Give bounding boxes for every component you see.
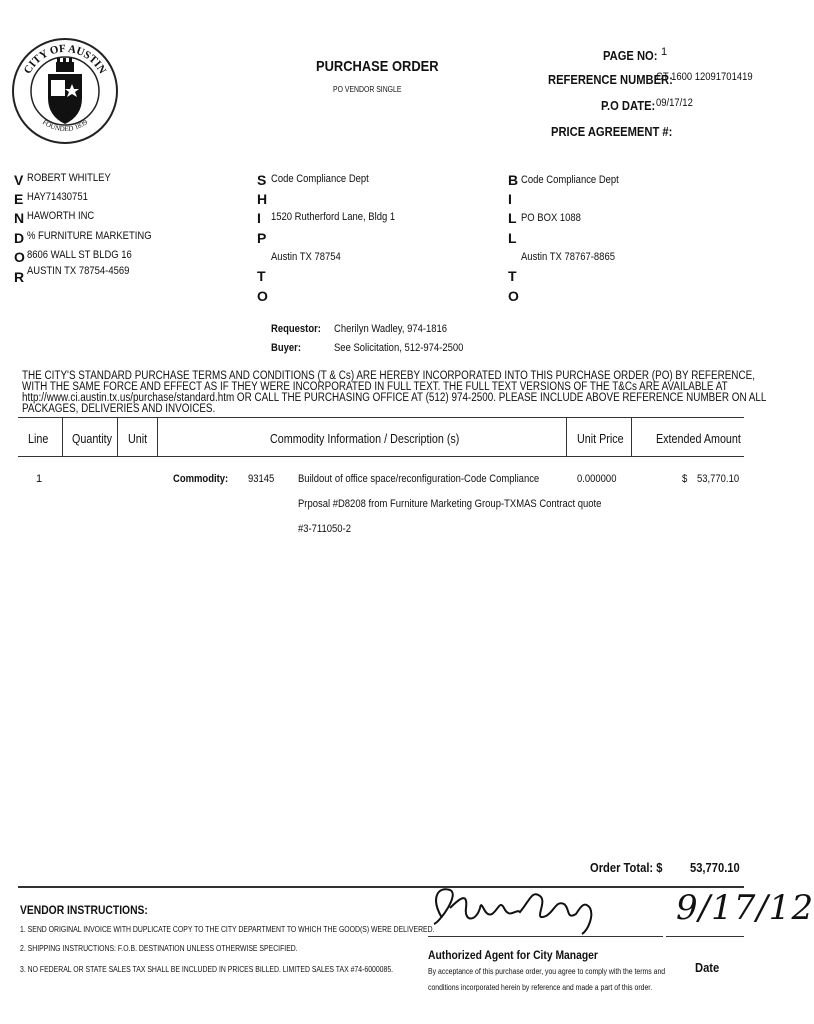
row-line-number: 1	[36, 473, 43, 485]
vendor-instruction-item: 1. SEND ORIGINAL INVOICE WITH DUPLICATE COPY TO THE CITY DEPARTMENT TO WHICH THE GOOD(S) WERE DELIVERED.	[20, 925, 435, 934]
column-header-quantity: Quantity	[72, 432, 113, 446]
requestor-value: Cherilyn Wadley, 974-1816	[334, 323, 448, 335]
column-header-unit-price: Unit Price	[577, 432, 624, 446]
table-header-bottom-rule	[18, 456, 744, 457]
ship-to-city: Austin TX 78754	[271, 251, 341, 263]
vendor-letter: E	[14, 191, 24, 207]
buyer-value: See Solicitation, 512-974-2500	[334, 342, 464, 354]
commodity-label: Commodity:	[173, 473, 229, 485]
vendor-letter: R	[14, 269, 25, 285]
ship-to-address: 1520 Rutherford Lane, Bldg 1	[271, 211, 396, 223]
requestor-label: Requestor:	[271, 323, 321, 335]
ship-to-letter: T	[257, 268, 266, 284]
signature-note: By acceptance of this purchase order, you agree to comply with the terms and	[428, 967, 666, 976]
bill-to-letter: I	[508, 191, 512, 207]
column-divider	[62, 417, 63, 456]
bill-to-city: Austin TX 78767-8865	[521, 251, 615, 263]
vendor-care-of: % FURNITURE MARKETING	[27, 230, 152, 242]
ship-to-letter: O	[257, 288, 268, 304]
signature-label: Authorized Agent for City Manager	[428, 948, 598, 962]
currency-symbol: $	[682, 473, 688, 485]
column-header-unit: Unit	[128, 432, 148, 446]
bill-to-letter: L	[508, 210, 517, 226]
reference-number-value: CT 1600 12091701419	[656, 71, 753, 83]
vendor-street: 8606 WALL ST BLDG 16	[27, 249, 132, 261]
signature-note: conditions incorporated herein by reference and made a part of this order.	[428, 983, 653, 992]
svg-text:CITY OF AUSTIN: CITY OF AUSTIN	[21, 42, 109, 77]
signature-line	[428, 936, 663, 937]
table-header-top-rule	[18, 417, 744, 418]
description-line: Prposal #D8208 from Furniture Marketing Group-TXMAS Contract quote	[298, 498, 602, 510]
vendor-id: HAY71430751	[27, 191, 88, 203]
order-total-label: Order Total: $	[590, 860, 663, 875]
page-no-label: PAGE NO:	[603, 48, 658, 63]
description-line: Buildout of office space/reconfiguration-Code Compliance	[298, 473, 540, 485]
vendor-instruction-item: 2. SHIPPING INSTRUCTIONS: F.O.B. DESTINATION UNLESS OTHERWISE SPECIFIED.	[20, 944, 298, 953]
terms-paragraph: THE CITY'S STANDARD PURCHASE TERMS AND CONDITIONS (T & Cs) ARE HEREBY INCORPORATED INTO THIS PURCHASE ORDER (PO) BY REFERENCE, WITH THE SAME FORCE AND EFFECT AS IF THEY WERE INCORPORATED IN FULL TEXT. THE FULL TEXT VERSIONS OF THE T&Cs ARE AVAILABLE AT http://www.ci.austin.tx.us/purchase/standard.htm OR CALL THE PURCHASING OFFICE AT (512) 974-2500. PLEASE INCLUDE ABOVE REFERENCE NUMBER ON ALL PACKAGES, DELIVERIES AND INVOICES.	[22, 370, 767, 415]
ship-to-letter: P	[257, 230, 267, 246]
vendor-letter: V	[14, 172, 24, 188]
bill-to-address: PO BOX 1088	[521, 212, 581, 224]
column-header-line: Line	[28, 432, 49, 446]
total-rule	[18, 886, 744, 888]
bill-to-letter: L	[508, 230, 517, 246]
bill-to-letter: B	[508, 172, 519, 188]
buyer-label: Buyer:	[271, 342, 301, 354]
ship-to-letter: S	[257, 172, 267, 188]
date-line	[666, 936, 744, 937]
date-label: Date	[695, 960, 720, 975]
column-header-description: Commodity Information / Description (s)	[270, 432, 460, 446]
vendor-city: AUSTIN TX 78754-4569	[27, 265, 130, 277]
bill-to-name: Code Compliance Dept	[521, 174, 619, 186]
unit-price-value: 0.000000	[577, 473, 617, 485]
bill-to-letter: T	[508, 268, 517, 284]
commodity-code: 93145	[248, 473, 275, 485]
reference-number-label: REFERENCE NUMBER:	[548, 72, 673, 87]
description-line: #3-711050-2	[298, 523, 351, 535]
order-total-value: 53,770.10	[690, 860, 740, 875]
vendor-contact: ROBERT WHITLEY	[27, 172, 111, 184]
vendor-letter: O	[14, 249, 25, 265]
vendor-name: HAWORTH INC	[27, 210, 95, 222]
ship-to-name: Code Compliance Dept	[271, 173, 369, 185]
city-seal-logo	[10, 36, 120, 146]
extended-amount-value: 53,770.10	[697, 473, 740, 485]
vendor-instructions-title: VENDOR INSTRUCTIONS:	[20, 903, 148, 917]
column-divider	[631, 417, 632, 456]
bill-to-letter: O	[508, 288, 519, 304]
column-divider	[157, 417, 158, 456]
page-title: PURCHASE ORDER	[316, 58, 439, 75]
vendor-instruction-item: 3. NO FEDERAL OR STATE SALES TAX SHALL BE INCLUDED IN PRICES BILLED. LIMITED SALES TAX #74-6000085.	[20, 965, 394, 974]
ship-to-letter: H	[257, 191, 268, 207]
vendor-letter: N	[14, 210, 25, 226]
po-date-label: P.O DATE:	[601, 98, 656, 113]
vendor-letter: D	[14, 230, 25, 246]
svg-text:FOUNDED 1839: FOUNDED 1839	[40, 118, 90, 134]
page-no-value: 1	[661, 46, 668, 58]
po-subtitle: PO VENDOR SINGLE	[333, 85, 402, 94]
price-agreement-label: PRICE AGREEMENT #:	[551, 124, 673, 139]
ship-to-letter: I	[257, 210, 261, 226]
column-divider	[117, 417, 118, 456]
handwritten-signature	[420, 878, 620, 938]
column-header-extended-amount: Extended Amount	[656, 432, 741, 446]
po-date-value: 09/17/12	[656, 97, 693, 109]
column-divider	[566, 417, 567, 456]
handwritten-date: 9/17/12	[676, 888, 814, 928]
